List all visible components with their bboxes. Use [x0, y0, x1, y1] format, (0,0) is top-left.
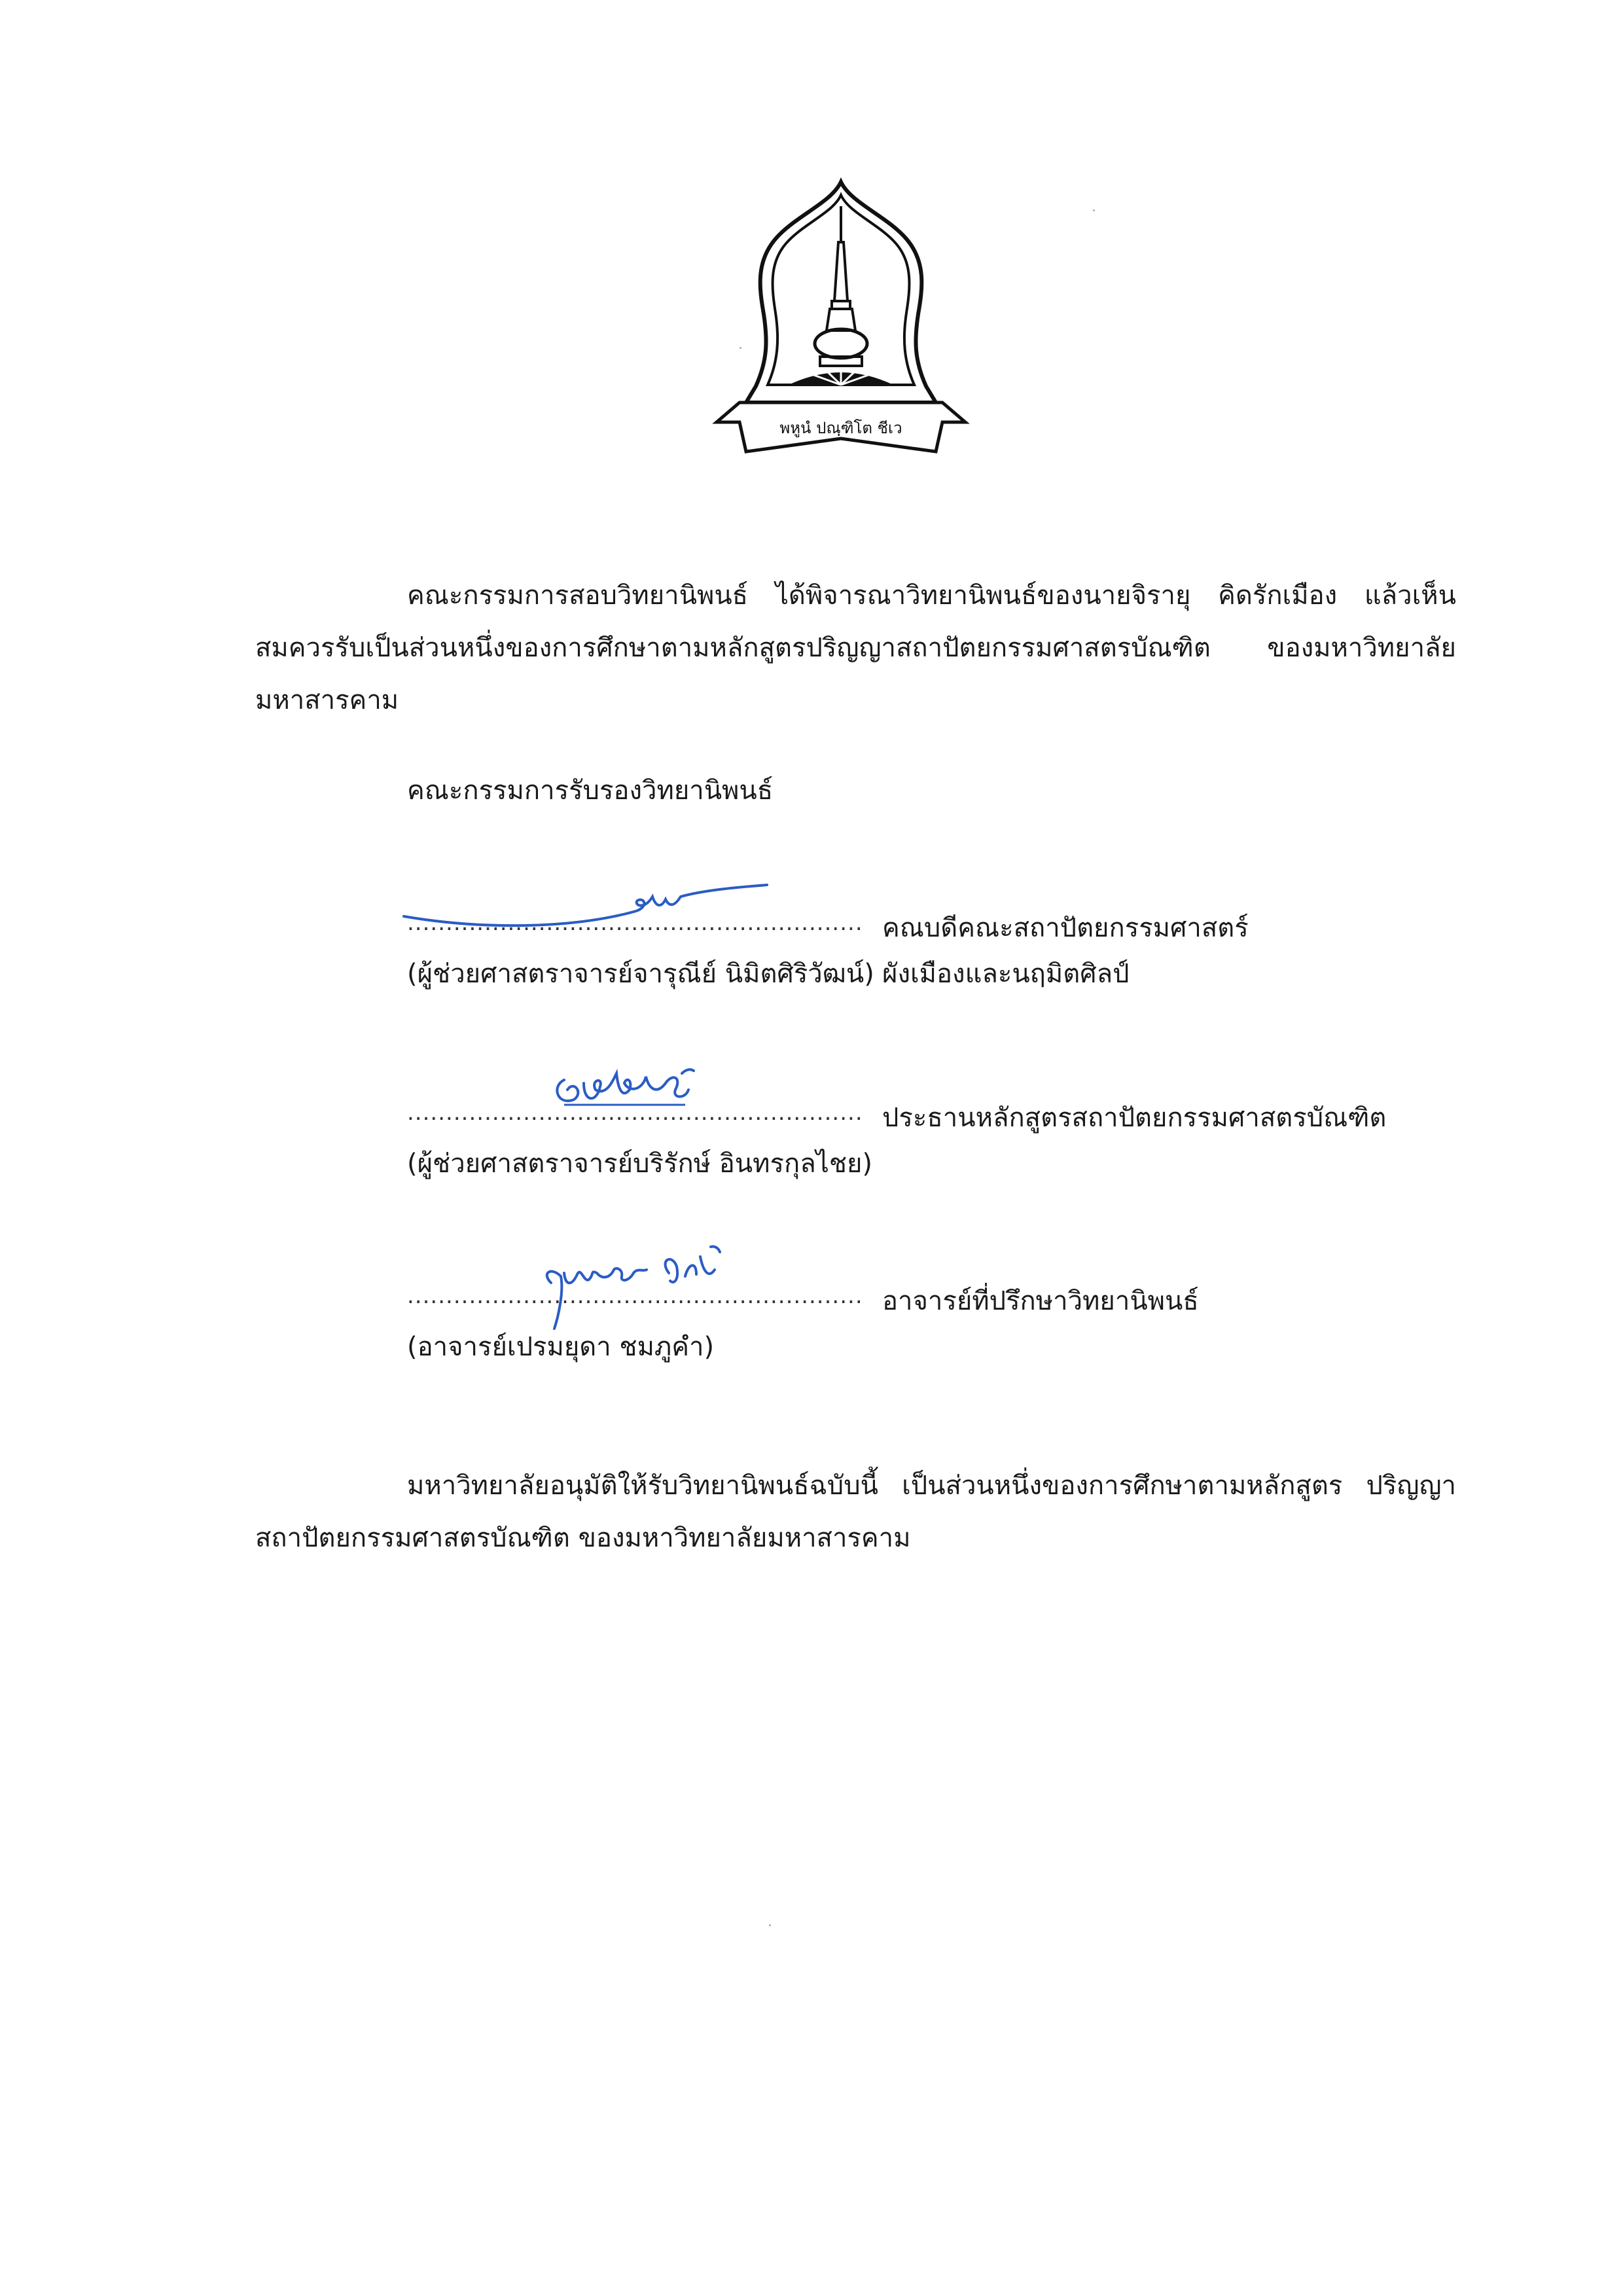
seal-motto: พหูนํ ปณฺฑิโต ชีเว — [779, 419, 902, 437]
signatory-role-continued: ผังเมืองและนฤมิตศิลป์ — [882, 959, 1130, 989]
signatory-name: (ผู้ช่วยศาสตราจารย์จารุณีย์ นิมิตศิริวัฒน์) — [407, 959, 874, 989]
committee-heading: คณะกรรมการรับรองวิทยานิพนธ์ — [407, 776, 774, 806]
signatory-name: (ผู้ช่วยศาสตราจารย์บริรักษ์ อินทรกุลไชย) — [407, 1149, 873, 1179]
signatory-role: ประธานหลักสูตรสถาปัตยกรรมศาสตรบัณฑิต — [882, 1103, 1387, 1133]
scan-speck — [769, 1924, 771, 1926]
university-approval-paragraph: มหาวิทยาลัยอนุมัติให้รับวิทยานิพนธ์ฉบับนี้ เป็นส่วนหนึ่งของการศึกษาตามหลักสูตร ปริญญาสถาปัตยกรรมศาสตรบัณฑิต ของมหาวิทยาลัยมหาสารคาม — [255, 1471, 1456, 1553]
committee-approval-paragraph: คณะกรรมการสอบวิทยานิพนธ์ ได้พิจารณาวิทยานิพนธ์ของนายจิรายุ คิดรักเมือง แล้วเห็นสมควรรับเป็นส่วนหนึ่งของการศึกษาตามหลักสูตรปริญญาสถาปัตยกรรมศาสตรบัณฑิต ของมหาวิทยาลัยมหาสารคาม — [255, 581, 1456, 715]
signature-line: ........................................................... — [407, 1100, 863, 1126]
signatory-role: อาจารย์ที่ปรึกษาวิทยานิพนธ์ — [882, 1286, 1199, 1316]
university-seal-icon — [710, 177, 972, 475]
scan-speck — [740, 347, 741, 349]
signature-line: ........................................................... — [407, 1283, 863, 1309]
signatory-role: คณบดีคณะสถาปัตยกรรมศาสตร์ — [882, 913, 1249, 943]
signatory-name: (อาจารย์เปรมยุดา ชมภูคำ) — [407, 1332, 715, 1362]
scan-speck — [1093, 209, 1095, 211]
signature-line: ........................................................... — [407, 910, 863, 936]
